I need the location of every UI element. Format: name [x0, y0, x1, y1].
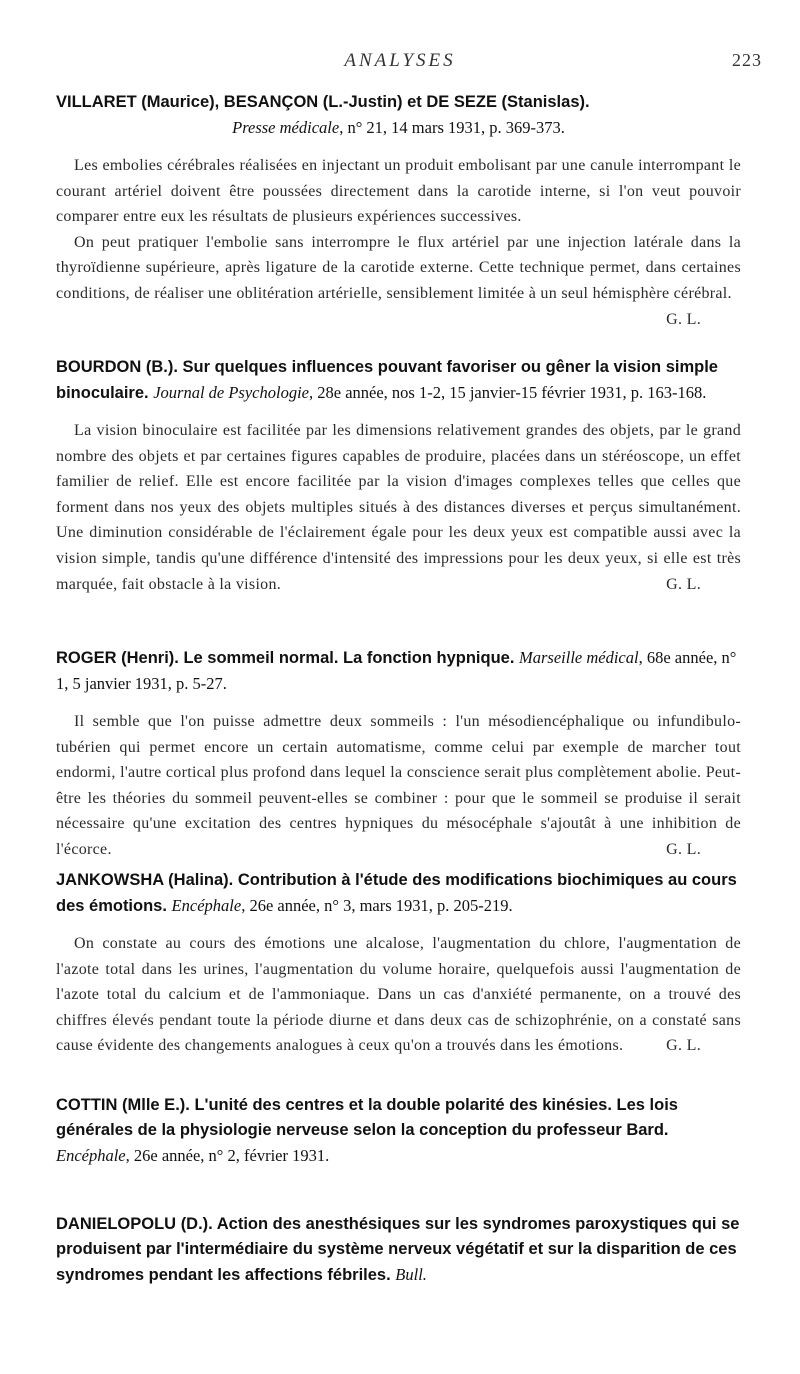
entry-ref: , 28e année, nos 1-2, 15 janvier-15 février 1931, p. 163-168. [309, 383, 707, 402]
entry-ref: , 26e année, n° 3, mars 1931, p. 205-219. [241, 896, 513, 915]
entry-author-rest: (Maurice), BESANÇON (L.-Justin) et DE SEZE (Stanislas). [141, 93, 590, 111]
entry-paragraph-text: La vision binoculaire est facilitée par les dimensions relativement grandes des objets, par le grand nombre des objets et par certaines figures capables de produire, placées dans un stéréoscope, un effet familier de relief. Elle est encore facilitée par la vision d'images complexes telles que celles que forment dans nos yeux des objets multiples situés à des distances diverses et perçus simultanément. Une diminution considérable de l'éclairement égale pour les deux yeux est compatible aussi avec la vision simple, tandis qu'une différence d'intensité des impressions pour les deux yeux, si elle est très marquée, fait obstacle à la vision. [56, 422, 741, 593]
running-title: ANALYSES [344, 50, 456, 71]
entry-paragraph [56, 230, 741, 332]
entry-source: Presse médicale [232, 118, 340, 137]
entry-paragraph-text: Il semble que l'on puisse admettre deux sommeils : l'un mésodiencéphalique ou infundibulo-tubérien qui permet encore un certain automatisme, comme celui par exemple de marcher tout endormi, l'autre cortical plus profond dans lequel la conscience serait plus complètement abolie. Peut-être les théories du sommeil peuvent-elles se combiner : pour que le sommeil se produise il serait nécessaire qu'une excitation des centres hypniques du mésocéphale s'ajoutât à une inhibition de l'écorce. [56, 713, 741, 858]
entry-title: Action des anesthésiques sur les syndromes paroxystiques qui se produisent par l'intermédiaire du système nerveux végétatif et sur la disparition de ces syndromes pendant les affections fébriles. [56, 1215, 740, 1284]
entry-title: Le sommeil normal. La fonction hypnique. [183, 649, 515, 667]
entry-author: DANIELOPOLU [56, 1215, 177, 1233]
review-entry [56, 1093, 741, 1169]
entry-author-rest: (B.). [145, 358, 178, 376]
entry-heading [56, 868, 741, 919]
entry-author-rest: (D.). [180, 1215, 213, 1233]
entry-paragraph-text: On constate au cours des émotions une alcalose, l'augmentation du chlore, l'augmentation de l'azote total dans les urines, l'augmentation du volume horaire, quelquefois aussi l'augmentation de l'azote total du calcium et de l'ammoniaque. Dans un cas d'anxiété permanente, on a trouvé des chiffres élevés pendant toute la période diurne et dans deux cas de schizophrénie, on a constaté sans cause évidente des changements analogues à ceux qu'on a trouvés dans les émotions. [56, 935, 741, 1055]
entry-source: Bull. [395, 1265, 427, 1284]
entry-author: COTTIN [56, 1096, 118, 1114]
entry-author-rest: (Henri). [121, 649, 179, 667]
review-entry [56, 355, 741, 597]
entry-heading [56, 90, 741, 141]
entry-author: BOURDON [56, 358, 142, 376]
entry-author: JANKOWSHA [56, 871, 164, 889]
entry-paragraph-text: On peut pratiquer l'embolie sans interrompre le flux artériel par une injection latérale dans la thyroïdienne supérieure, après ligature de la carotide externe. Cette technique permet, dans certaines conditions, de réaliser une oblitération artérielle, sensiblement limitée à un seul hémisphère cérébral. [56, 233, 741, 302]
review-entry [56, 645, 741, 863]
entry-ref: , 26e année, n° 2, février 1931. [125, 1146, 330, 1165]
entry-paragraph: Les embolies cérébrales réalisées en injectant un produit embolisant par une canule interrompant le courant artériel doivent être poussées directement dans la carotide interne, si l'on veut pouvoir comparer entre eux les résultats de plusieurs expériences successives. [56, 157, 741, 226]
entry-source: Marseille médical [519, 648, 639, 667]
entry-signature: G. L. [666, 310, 701, 328]
entry-signature: G. L. [666, 575, 701, 593]
entry-paragraph [56, 418, 741, 597]
entry-heading [56, 645, 741, 697]
entry-author-rest: (Mlle E.). [122, 1096, 190, 1114]
entry-heading [56, 1212, 741, 1288]
entry-title: Contribution à l'étude des modifications biochimiques au cours des émotions. [56, 871, 737, 915]
entry-ref: , n° 21, 14 mars 1931, p. 369-373. [339, 118, 565, 137]
entry-source: Journal de Psychologie [153, 383, 309, 402]
entry-title: Sur quelques influences pouvant favoriser ou gêner la vision simple binoculaire. [56, 358, 718, 402]
running-head [0, 50, 800, 78]
entry-signature: G. L. [666, 840, 701, 858]
review-entry [56, 1212, 741, 1288]
entry-paragraph [56, 931, 741, 1059]
entry-title: L'unité des centres et la double polarité des kinésies. Les lois générales de la physiologie nerveuse selon la conception du professeur Bard. [56, 1096, 678, 1139]
entry-source: Encéphale [171, 896, 242, 915]
entry-author: ROGER [56, 649, 117, 667]
entry-signature: G. L. [666, 1037, 701, 1055]
page-number: 223 [732, 50, 762, 70]
entry-heading [56, 355, 741, 406]
entry-ref: , 68e année, n° 1, 5 janvier 1931, p. 5-27. [56, 648, 737, 693]
review-entry [56, 868, 741, 1059]
entry-author-rest: (Halina). [168, 871, 234, 889]
review-entry [56, 90, 741, 332]
entry-source: Encéphale [56, 1146, 126, 1165]
entry-heading [56, 1093, 741, 1169]
entry-author: VILLARET [56, 93, 137, 111]
entry-paragraph [56, 709, 741, 863]
